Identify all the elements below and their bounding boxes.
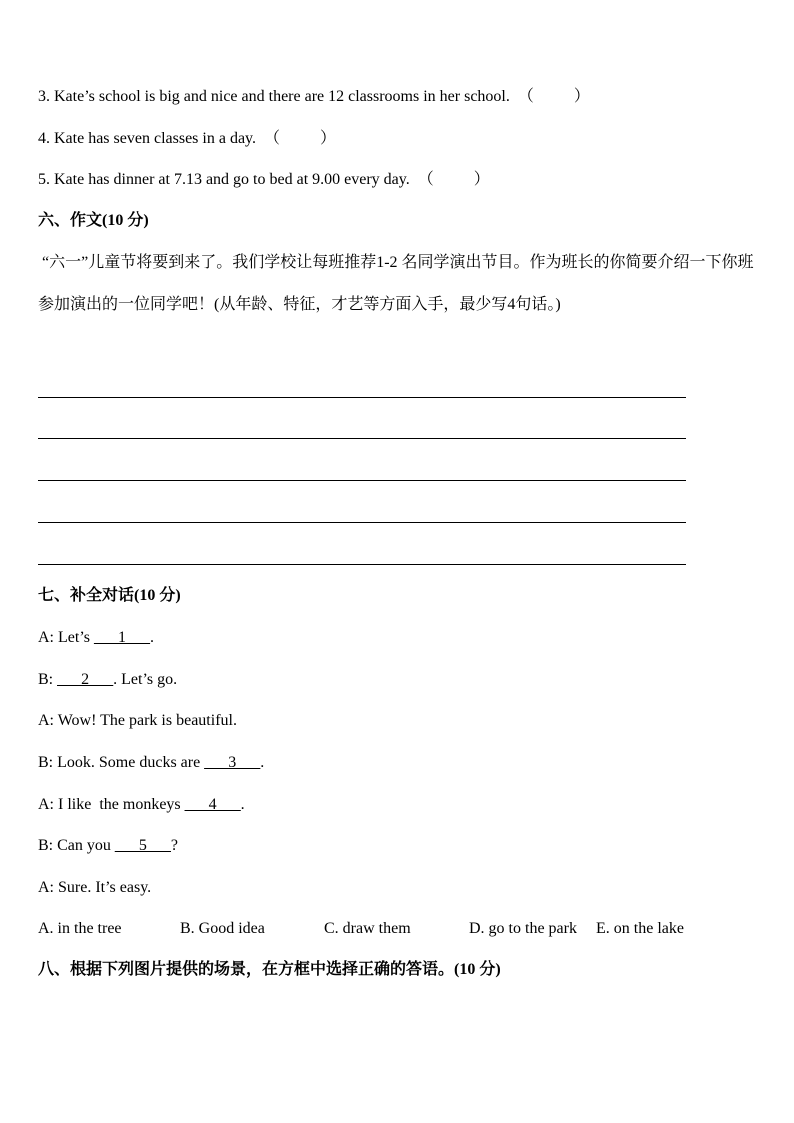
true-false-item-4: 4. Kate has seven classes in a day. （ ） [38, 130, 337, 147]
section-6-heading: 六、作文(10 分) [38, 212, 149, 229]
dialog-line-1 [38, 628, 154, 648]
writing-line-4[interactable] [38, 522, 686, 523]
essay-prompt: “六一”儿童节将要到来了。我们学校让每班推荐1-2 名同学演出节目。作为班长的你简要介绍一下你班参加演出的一位同学吧！(从年龄、特征，才艺等方面入手，最少写4句话。) [38, 254, 754, 313]
answer-blank-3[interactable]: ___3___ [204, 754, 261, 771]
dialog-text: B: Look. Some ducks are [38, 754, 205, 771]
dialog-text: A: Sure. It’s easy. [38, 879, 152, 896]
option-a: A. in the tree [38, 920, 122, 937]
dialog-text: B: [38, 671, 58, 688]
answer-blank-2[interactable]: ___2___ [57, 671, 114, 688]
dialog-text: A: I like the monkeys [38, 796, 185, 813]
dialog-line-5 [38, 795, 245, 815]
dialog-text: A: Wow! The park is beautiful. [38, 712, 237, 729]
dialog-line-4 [38, 753, 264, 773]
section-8-heading: 八、根据下列图片提供的场景，在方框中选择正确的答语。(10 分) [38, 961, 501, 978]
dialog-line-6 [38, 836, 178, 856]
answer-blank-5[interactable]: ___5___ [114, 837, 171, 854]
dialog-text: B: Can you [38, 837, 115, 854]
dialog-text: . [150, 629, 154, 646]
writing-line-1[interactable] [38, 397, 686, 398]
option-c: C. draw them [324, 920, 411, 937]
writing-line-5[interactable] [38, 564, 686, 565]
true-false-item-3: 3. Kate’s school is big and nice and there are 12 classrooms in her school. （ ） [38, 88, 590, 105]
section-7-heading: 七、补全对话(10 分) [38, 587, 181, 604]
writing-line-2[interactable] [38, 438, 686, 439]
dialog-line-7 [38, 878, 151, 898]
option-e: E. on the lake [596, 920, 684, 937]
true-false-item-5: 5. Kate has dinner at 7.13 and go to bed at 9.00 every day. （ ） [38, 171, 490, 188]
dialog-line-3 [38, 711, 237, 731]
dialog-text: A: Let’s [38, 629, 94, 646]
answer-blank-1[interactable]: ___1___ [94, 629, 150, 646]
writing-line-3[interactable] [38, 480, 686, 481]
dialog-text: ? [170, 837, 178, 854]
dialog-text: . [260, 754, 265, 771]
option-d: D. go to the park [469, 920, 577, 937]
dialog-text: . [240, 796, 245, 813]
dialog-text: . Let’s go. [113, 671, 178, 688]
option-b: B. Good idea [180, 920, 265, 937]
answer-blank-4[interactable]: ___4___ [184, 796, 241, 813]
dialog-line-2 [38, 670, 177, 690]
